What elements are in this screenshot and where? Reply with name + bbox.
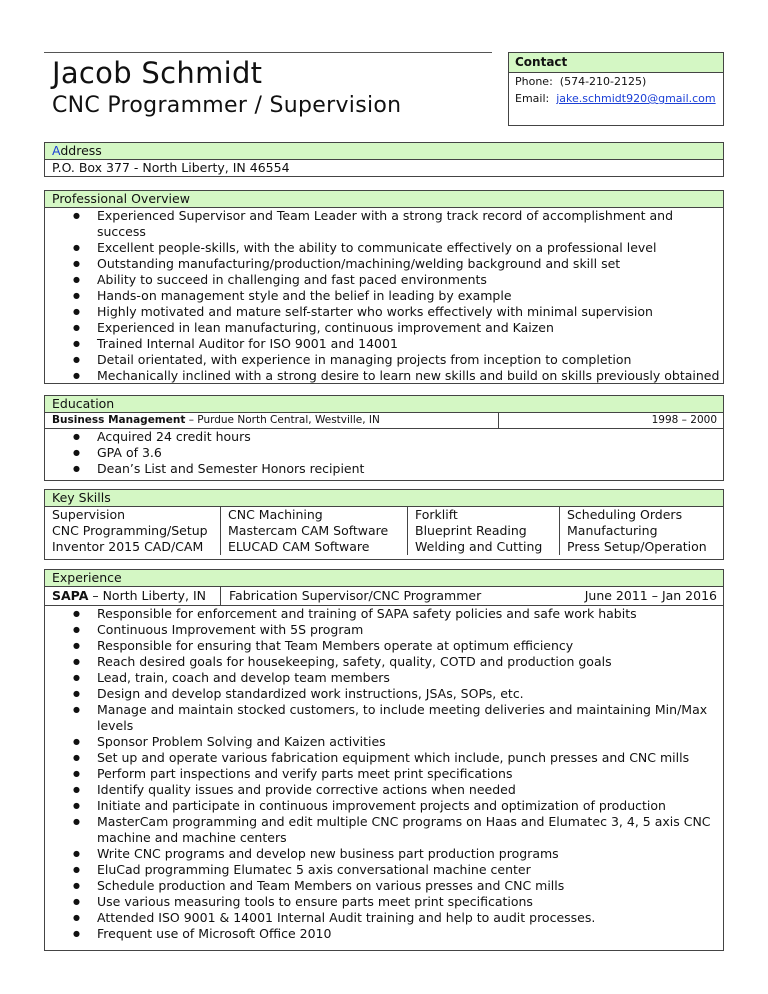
skills-column bbox=[560, 507, 723, 555]
skill-item: CNC Machining bbox=[228, 507, 323, 522]
education-heading: Education bbox=[45, 396, 723, 413]
contact-heading: Contact bbox=[509, 53, 723, 73]
education-school: – Purdue North Central, Westville, IN bbox=[185, 414, 380, 426]
skills-column bbox=[221, 507, 408, 555]
list-item: ● MasterCam programming and edit multiple CNC programs on Haas and Elumatec 3, 4, 5 axis CNC machine and machine centers bbox=[45, 814, 723, 846]
skills-column bbox=[45, 507, 221, 555]
contact-box bbox=[508, 52, 724, 126]
skills-heading: Key Skills bbox=[45, 490, 723, 507]
experience-row bbox=[45, 587, 723, 606]
list-item: ● Responsible for ensuring that Team Members operate at optimum efficiency bbox=[45, 638, 723, 654]
list-item: ● Hands-on management style and the belief in leading by example bbox=[45, 288, 723, 304]
skill-item: Blueprint Reading bbox=[415, 523, 527, 538]
list-item: ● EluCad programming Elumatec 5 axis conversational machine center bbox=[45, 862, 723, 878]
skill-item: Supervision bbox=[52, 507, 126, 522]
list-item: ● Manage and maintain stocked customers, to include meeting deliveries and maintaining Min/Max levels bbox=[45, 702, 723, 734]
skill-item: Welding and Cutting bbox=[415, 539, 543, 554]
list-item: ● Set up and operate various fabrication equipment which include, punch presses and CNC mills bbox=[45, 750, 723, 766]
skill-item: CNC Programming/Setup bbox=[52, 523, 208, 538]
list-item: ● Outstanding manufacturing/production/machining/welding background and skill set bbox=[45, 256, 723, 272]
skill-item: Manufacturing bbox=[567, 523, 658, 538]
skills-section bbox=[44, 489, 724, 560]
list-item: ● Frequent use of Microsoft Office 2010 bbox=[45, 926, 723, 942]
list-item: ● Sponsor Problem Solving and Kaizen activities bbox=[45, 734, 723, 750]
list-item: ● Identify quality issues and provide corrective actions when needed bbox=[45, 782, 723, 798]
overview-heading: Professional Overview bbox=[45, 191, 723, 208]
phone-label: Phone: bbox=[515, 75, 553, 88]
skill-item: Inventor 2015 CAD/CAM bbox=[52, 539, 204, 554]
list-item: ● Initiate and participate in continuous improvement projects and optimization of production bbox=[45, 798, 723, 814]
experience-company: SAPA bbox=[52, 588, 89, 603]
address-section bbox=[44, 142, 724, 177]
list-item: ● Detail orientated, with experience in managing projects from inception to completion bbox=[45, 352, 723, 368]
skills-grid bbox=[45, 507, 723, 555]
list-item: ● Highly motivated and mature self-starter who works effectively with minimal supervision bbox=[45, 304, 723, 320]
experience-section bbox=[44, 569, 724, 951]
email-label: Email: bbox=[515, 92, 550, 105]
list-item: ● Responsible for enforcement and training of SAPA safety policies and safe work habits bbox=[45, 606, 723, 622]
list-item: ● Dean’s List and Semester Honors recipient bbox=[45, 461, 723, 477]
list-item: ● Continuous Improvement with 5S program bbox=[45, 622, 723, 638]
list-item: ● Experienced Supervisor and Team Leader with a strong track record of accomplishment and success bbox=[45, 208, 723, 240]
skill-item: Mastercam CAM Software bbox=[228, 523, 389, 538]
list-item: ● Acquired 24 credit hours bbox=[45, 429, 723, 445]
list-item: ● GPA of 3.6 bbox=[45, 445, 723, 461]
list-item: ● Ability to succeed in challenging and fast paced environments bbox=[45, 272, 723, 288]
candidate-name: Jacob Schmidt bbox=[52, 56, 263, 90]
contact-email-line bbox=[509, 90, 723, 107]
education-degree: Business Management bbox=[52, 414, 186, 426]
phone-value: (574-210-2125) bbox=[559, 75, 647, 88]
list-item: ● Mechanically inclined with a strong desire to learn new skills and build on skills previously obtained bbox=[45, 368, 723, 384]
address-value: P.O. Box 377 - North Liberty, IN 46554 bbox=[52, 160, 290, 175]
education-section bbox=[44, 395, 724, 481]
overview-section bbox=[44, 190, 724, 384]
candidate-title: CNC Programmer / Supervision bbox=[52, 93, 402, 118]
experience-heading: Experience bbox=[45, 570, 723, 587]
skill-item: Forklift bbox=[415, 507, 458, 522]
list-item: ● Use various measuring tools to ensure parts meet print specifications bbox=[45, 894, 723, 910]
experience-list bbox=[45, 606, 723, 942]
education-list bbox=[45, 429, 723, 477]
overview-list bbox=[45, 208, 723, 384]
education-row bbox=[45, 413, 723, 429]
list-item: ● Attended ISO 9001 & 14001 Internal Audit training and help to audit processes. bbox=[45, 910, 723, 926]
list-item: ● Trained Internal Auditor for ISO 9001 and 14001 bbox=[45, 336, 723, 352]
list-item: ● Reach desired goals for housekeeping, safety, quality, COTD and production goals bbox=[45, 654, 723, 670]
experience-role: Fabrication Supervisor/CNC Programmer bbox=[229, 588, 482, 603]
skill-item: Press Setup/Operation bbox=[567, 539, 707, 554]
list-item: ● Lead, train, coach and develop team members bbox=[45, 670, 723, 686]
list-item: ● Perform part inspections and verify parts meet print specifications bbox=[45, 766, 723, 782]
list-item: ● Experienced in lean manufacturing, continuous improvement and Kaizen bbox=[45, 320, 723, 336]
email-link[interactable]: jake.schmidt920@gmail.com bbox=[556, 92, 716, 105]
list-item: ● Design and develop standardized work instructions, JSAs, SOPs, etc. bbox=[45, 686, 723, 702]
skill-item: ELUCAD CAM Software bbox=[228, 539, 370, 554]
experience-dates: June 2011 – Jan 2016 bbox=[584, 588, 717, 603]
contact-phone-line bbox=[509, 73, 723, 90]
experience-location: – North Liberty, IN bbox=[88, 588, 206, 603]
education-years: 1998 – 2000 bbox=[651, 414, 717, 426]
list-item: ● Excellent people-skills, with the ability to communicate effectively on a professional level bbox=[45, 240, 723, 256]
skill-item: Scheduling Orders bbox=[567, 507, 683, 522]
list-item: ● Schedule production and Team Members on various presses and CNC mills bbox=[45, 878, 723, 894]
address-heading: Address bbox=[45, 143, 723, 160]
header-rule bbox=[44, 52, 492, 53]
skills-column bbox=[408, 507, 560, 555]
list-item: ● Write CNC programs and develop new business part production programs bbox=[45, 846, 723, 862]
